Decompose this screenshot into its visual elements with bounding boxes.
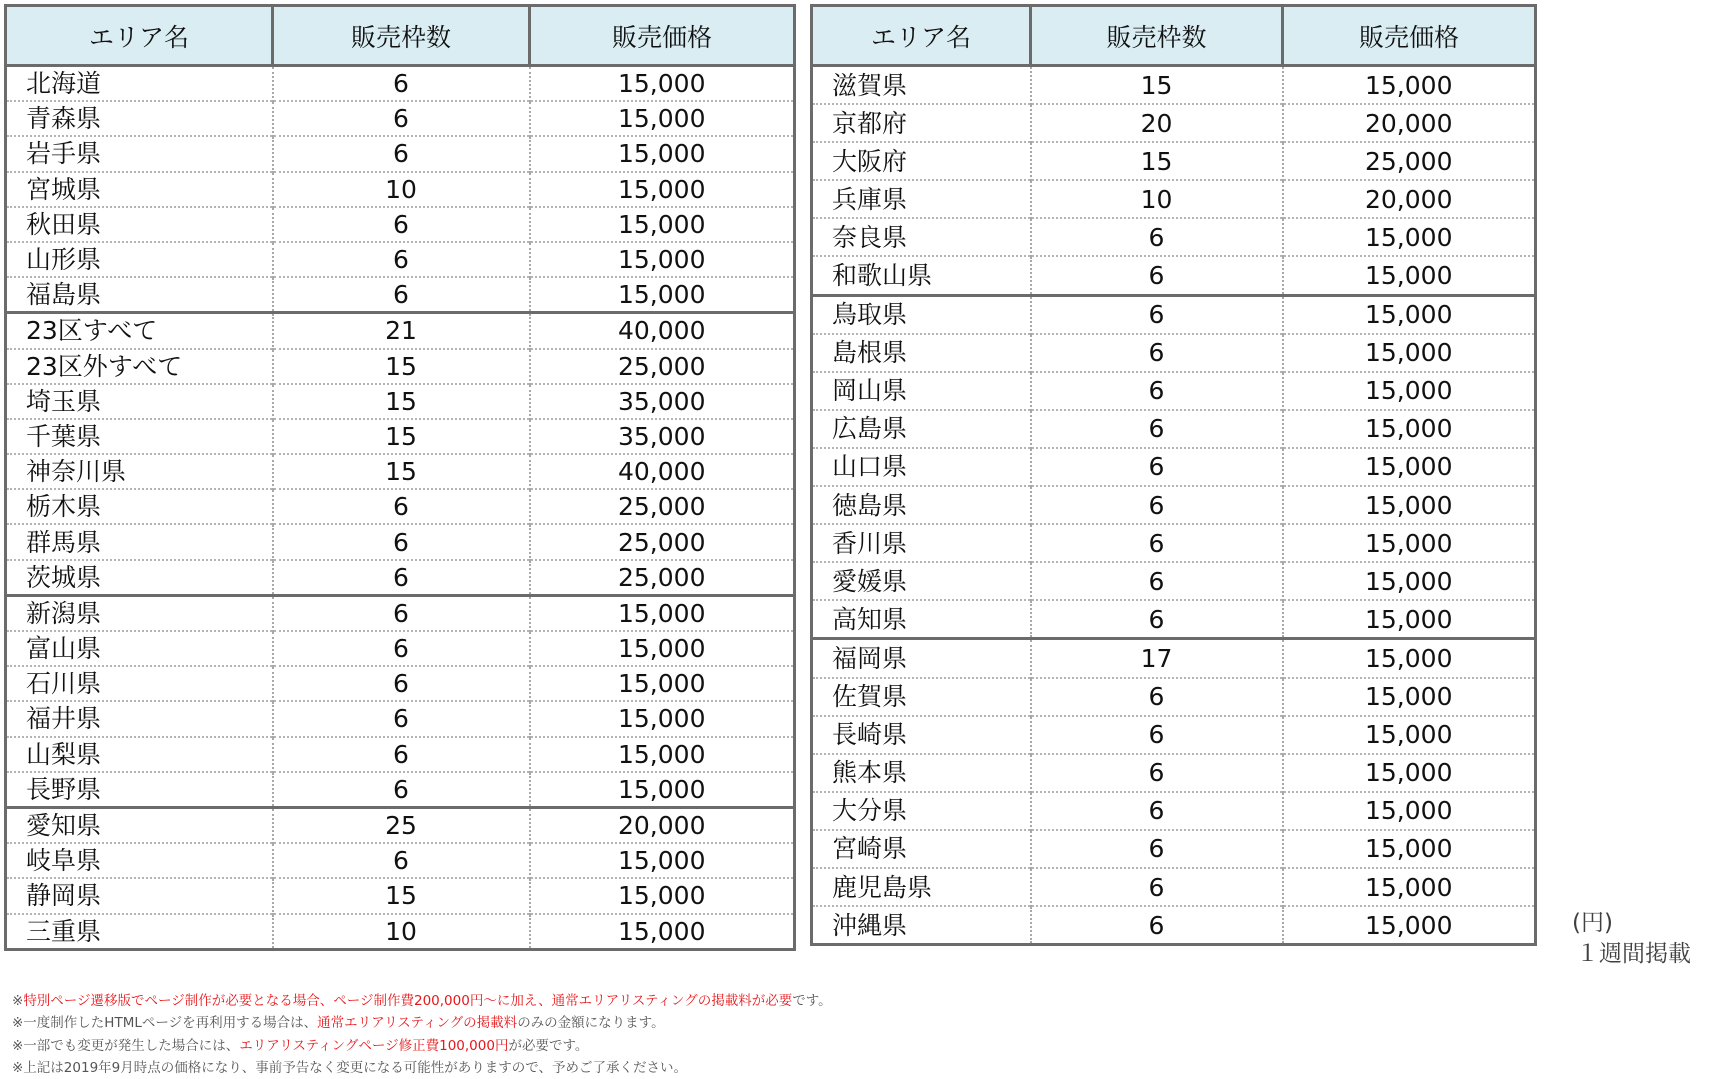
price-cell: 40,000	[530, 454, 795, 489]
price-cell: 15,000	[1283, 218, 1536, 256]
table-row	[6, 66, 795, 102]
price-cell: 35,000	[530, 384, 795, 419]
area-cell: 大阪府	[812, 142, 1031, 180]
slots-cell: 21	[273, 313, 530, 349]
table-row	[6, 349, 795, 384]
area-cell: 宮崎県	[812, 830, 1031, 868]
unit-note	[1572, 908, 1691, 970]
footnote-text: ※	[12, 993, 24, 1009]
slots-cell: 6	[273, 737, 530, 772]
table-row	[6, 313, 795, 349]
area-cell: 山口県	[812, 448, 1031, 486]
price-cell: 15,000	[530, 277, 795, 313]
slots-cell: 6	[1031, 868, 1283, 906]
slots-cell: 6	[273, 136, 530, 171]
price-cell: 15,000	[1283, 66, 1536, 105]
price-cell: 15,000	[1283, 600, 1536, 639]
area-cell: 宮城県	[6, 172, 273, 207]
area-cell: 奈良県	[812, 218, 1031, 256]
area-cell: 滋賀県	[832, 70, 908, 100]
slots-cell: 6	[273, 207, 530, 242]
slots-cell: 6	[1031, 716, 1283, 754]
column-header-price: 販売価格	[530, 6, 795, 66]
table-row	[6, 489, 795, 524]
table-row	[6, 419, 795, 454]
table-row	[812, 754, 1536, 792]
area-cell: 静岡県	[6, 878, 273, 913]
table-row	[812, 180, 1536, 218]
price-cell: 15,000	[530, 207, 795, 242]
footnote-highlight: 通常エリアリスティングの掲載料	[317, 1015, 518, 1032]
price-cell: 15,000	[1283, 524, 1536, 562]
slots-cell: 6	[1031, 562, 1283, 600]
area-cell: 23区すべて	[6, 313, 273, 349]
price-cell: 15,000	[1283, 868, 1536, 906]
price-cell: 15,000	[1283, 639, 1536, 678]
footnote-text: です。	[792, 993, 832, 1009]
footnote-highlight: 特別ページ遷移版でページ制作が必要となる場合、ページ制作費200,000円～に加え、通常エリアリスティングの掲載料が必要	[23, 993, 793, 1009]
area-cell: 福井県	[6, 701, 273, 736]
table-row	[812, 142, 1536, 180]
area-cell: 茨城県	[6, 560, 273, 596]
price-cell: 15,000	[530, 914, 795, 950]
area-cell: 千葉県	[6, 419, 273, 454]
footnote-text: が必要です。	[508, 1037, 589, 1054]
slots-cell: 6	[273, 772, 530, 808]
table-row	[812, 906, 1536, 945]
area-cell: 鳥取県	[812, 295, 1031, 334]
area-cell: 新潟県	[6, 595, 273, 631]
slots-cell: 6	[273, 595, 530, 631]
area-cell: 岐阜県	[6, 843, 273, 878]
slots-cell: 17	[1031, 639, 1283, 678]
table-row	[6, 136, 795, 171]
slots-cell: 10	[273, 172, 530, 207]
table-row	[812, 830, 1536, 868]
table-row	[6, 172, 795, 207]
price-cell: 15,000	[1283, 792, 1536, 830]
area-cell: 山形県	[6, 242, 273, 277]
table-row	[6, 843, 795, 878]
area-cell: 三重県	[6, 914, 273, 950]
area-cell: 長野県	[6, 772, 273, 808]
table-row	[812, 639, 1536, 678]
price-cell: 35,000	[530, 419, 795, 454]
column-header-slots: 販売枠数	[273, 6, 530, 66]
slots-cell: 6	[1031, 295, 1283, 334]
slots-cell: 6	[1031, 256, 1283, 295]
slots-cell: 6	[1031, 600, 1283, 639]
slots-cell: 6	[1031, 486, 1283, 524]
area-cell: 和歌山県	[812, 256, 1031, 295]
area-cell: 青森県	[6, 101, 273, 136]
area-cell: 愛知県	[6, 807, 273, 843]
price-cell: 25,000	[1283, 142, 1536, 180]
footnote-line	[12, 990, 832, 1012]
table-row	[6, 207, 795, 242]
table-row	[812, 256, 1536, 295]
table-row	[6, 631, 795, 666]
area-cell: 秋田県	[6, 207, 273, 242]
slots-cell: 6	[273, 843, 530, 878]
column-header-area: エリア名	[6, 6, 273, 66]
slots-cell: 15	[273, 349, 530, 384]
price-cell: 15,000	[530, 737, 795, 772]
table-row	[6, 277, 795, 313]
table-row	[6, 914, 795, 950]
slots-cell: 25	[273, 807, 530, 843]
slots-cell: 6	[1031, 334, 1283, 372]
column-header-area: エリア名	[812, 6, 1031, 66]
price-cell: 15,000	[1283, 486, 1536, 524]
table-row	[6, 666, 795, 701]
area-cell: 兵庫県	[812, 180, 1031, 218]
table-row	[812, 868, 1536, 906]
price-cell: 20,000	[530, 807, 795, 843]
slots-cell: 6	[273, 101, 530, 136]
slots-cell: 6	[1031, 448, 1283, 486]
price-cell: 15,000	[530, 878, 795, 913]
slots-cell: 15	[273, 878, 530, 913]
slots-cell: 6	[1031, 792, 1283, 830]
price-cell: 15,000	[1283, 372, 1536, 410]
slots-cell: 6	[1031, 372, 1283, 410]
table-row	[812, 218, 1536, 256]
slots-cell: 6	[273, 277, 530, 313]
table-row	[6, 595, 795, 631]
price-cell: 40,000	[530, 313, 795, 349]
price-cell: 15,000	[530, 843, 795, 878]
area-cell: 福岡県	[812, 639, 1031, 678]
area-cell: 徳島県	[812, 486, 1031, 524]
slots-cell: 6	[273, 560, 530, 596]
price-cell: 15,000	[530, 772, 795, 808]
price-cell: 15,000	[1283, 448, 1536, 486]
table-row	[6, 242, 795, 277]
footnote-line	[12, 1035, 832, 1057]
area-cell: 広島県	[812, 410, 1031, 448]
area-cell: 長崎県	[812, 716, 1031, 754]
slots-cell: 6	[273, 489, 530, 524]
area-cell: 高知県	[812, 600, 1031, 639]
footnote-line	[12, 1012, 832, 1034]
price-cell: 15,000	[530, 66, 795, 102]
area-cell: 鹿児島県	[812, 868, 1031, 906]
area-cell: 富山県	[6, 631, 273, 666]
price-cell: 25,000	[530, 560, 795, 596]
price-cell: 15,000	[530, 101, 795, 136]
area-cell: 島根県	[812, 334, 1031, 372]
table-row	[6, 524, 795, 559]
slots-cell: 6	[1031, 830, 1283, 868]
area-cell: 石川県	[6, 666, 273, 701]
area-cell: 神奈川県	[6, 454, 273, 489]
slots-cell: 6	[1031, 906, 1283, 945]
slots-cell: 20	[1031, 104, 1283, 142]
column-header-price: 販売価格	[1283, 6, 1536, 66]
table-row	[812, 295, 1536, 334]
area-cell: 23区外すべて	[6, 349, 273, 384]
price-cell: 15,000	[1283, 716, 1536, 754]
price-cell: 15,000	[1283, 830, 1536, 868]
footnote-highlight: エリアリスティングページ修正費100,000円	[239, 1037, 509, 1054]
price-cell: 25,000	[530, 349, 795, 384]
slots-cell: 6	[273, 242, 530, 277]
slots-cell: 6	[1031, 678, 1283, 716]
slots-cell: 10	[273, 914, 530, 950]
table-row	[6, 701, 795, 736]
footnote-text: のみの金額になります。	[517, 1015, 665, 1032]
area-cell: 岩手県	[6, 136, 273, 171]
table-row	[6, 878, 795, 913]
price-cell: 15,000	[530, 701, 795, 736]
table-row	[812, 562, 1536, 600]
price-cell: 15,000	[530, 595, 795, 631]
price-table-right	[810, 4, 1537, 946]
price-table-left	[4, 4, 796, 951]
area-cell: 熊本県	[812, 754, 1031, 792]
table-row	[812, 716, 1536, 754]
currency-unit-label: (円)	[1572, 910, 1613, 936]
slots-cell: 15	[273, 384, 530, 419]
area-cell: 沖縄県	[812, 906, 1031, 945]
price-cell: 15,000	[1283, 906, 1536, 945]
slots-cell: 6	[273, 524, 530, 559]
price-cell: 15,000	[1283, 754, 1536, 792]
table-row	[812, 104, 1536, 142]
table-row	[6, 101, 795, 136]
price-cell: 15,000	[1283, 678, 1536, 716]
price-cell: 15,000	[530, 242, 795, 277]
price-cell: 25,000	[530, 489, 795, 524]
footnote-line	[12, 1057, 832, 1079]
slots-cell: 6	[273, 66, 530, 102]
table-row	[812, 678, 1536, 716]
column-header-slots: 販売枠数	[1031, 6, 1283, 66]
price-cell: 25,000	[530, 524, 795, 559]
table-body-right	[812, 66, 1536, 945]
slots-cell: 6	[273, 701, 530, 736]
area-cell: 岡山県	[812, 372, 1031, 410]
area-cell: 大分県	[812, 792, 1031, 830]
slots-cell: 6	[1031, 218, 1283, 256]
area-cell: 群馬県	[6, 524, 273, 559]
price-cell: 15,000	[1283, 562, 1536, 600]
footnote-text: ※一部でも変更が発生した場合には、	[12, 1037, 240, 1054]
table-header-row	[812, 6, 1536, 66]
price-cell: 15,000	[530, 631, 795, 666]
table-row	[6, 384, 795, 419]
table-row	[6, 737, 795, 772]
table-row	[6, 454, 795, 489]
slots-cell: 6	[1031, 524, 1283, 562]
table-row	[812, 600, 1536, 639]
table-row	[812, 66, 1536, 105]
table-row	[812, 486, 1536, 524]
area-cell: 香川県	[812, 524, 1031, 562]
table-row	[812, 448, 1536, 486]
price-cell: 15,000	[530, 136, 795, 171]
listing-period-label: １週間掲載	[1576, 941, 1691, 967]
slots-cell: 10	[1031, 180, 1283, 218]
slots-cell: 6	[273, 631, 530, 666]
area-cell: 栃木県	[6, 489, 273, 524]
area-cell: 埼玉県	[6, 384, 273, 419]
slots-cell: 15	[273, 419, 530, 454]
table-row	[6, 772, 795, 808]
price-cell: 20,000	[1283, 180, 1536, 218]
footnote-text: ※上記は2019年9月時点の価格になり、事前予告なく変更になる可能性がありますので、予めご了承ください。	[12, 1059, 687, 1076]
price-cell: 20,000	[1283, 104, 1536, 142]
price-cell: 15,000	[1283, 256, 1536, 295]
slots-cell: 15	[1031, 66, 1283, 105]
area-cell: 福島県	[6, 277, 273, 313]
area-cell: 山梨県	[6, 737, 273, 772]
table-body-left	[6, 66, 795, 950]
price-cell: 15,000	[530, 172, 795, 207]
table-row	[812, 410, 1536, 448]
table-row	[812, 792, 1536, 830]
table-header-row	[6, 6, 795, 66]
area-cell: 北海道	[26, 69, 102, 99]
slots-cell: 15	[1031, 142, 1283, 180]
slots-cell: 6	[1031, 754, 1283, 792]
table-row	[6, 807, 795, 843]
area-cell: 佐賀県	[812, 678, 1031, 716]
slots-cell: 6	[273, 666, 530, 701]
price-cell: 15,000	[1283, 410, 1536, 448]
slots-cell: 6	[1031, 410, 1283, 448]
price-cell: 15,000	[1283, 334, 1536, 372]
price-cell: 15,000	[530, 666, 795, 701]
table-row	[6, 560, 795, 596]
price-cell: 15,000	[1283, 295, 1536, 334]
table-row	[812, 524, 1536, 562]
area-cell: 愛媛県	[812, 562, 1031, 600]
slots-cell: 15	[273, 454, 530, 489]
footnotes	[12, 990, 832, 1079]
table-row	[812, 372, 1536, 410]
table-row	[812, 334, 1536, 372]
area-cell: 京都府	[812, 104, 1031, 142]
footnote-text: ※一度制作したHTMLページを再利用する場合は、	[12, 1015, 318, 1032]
